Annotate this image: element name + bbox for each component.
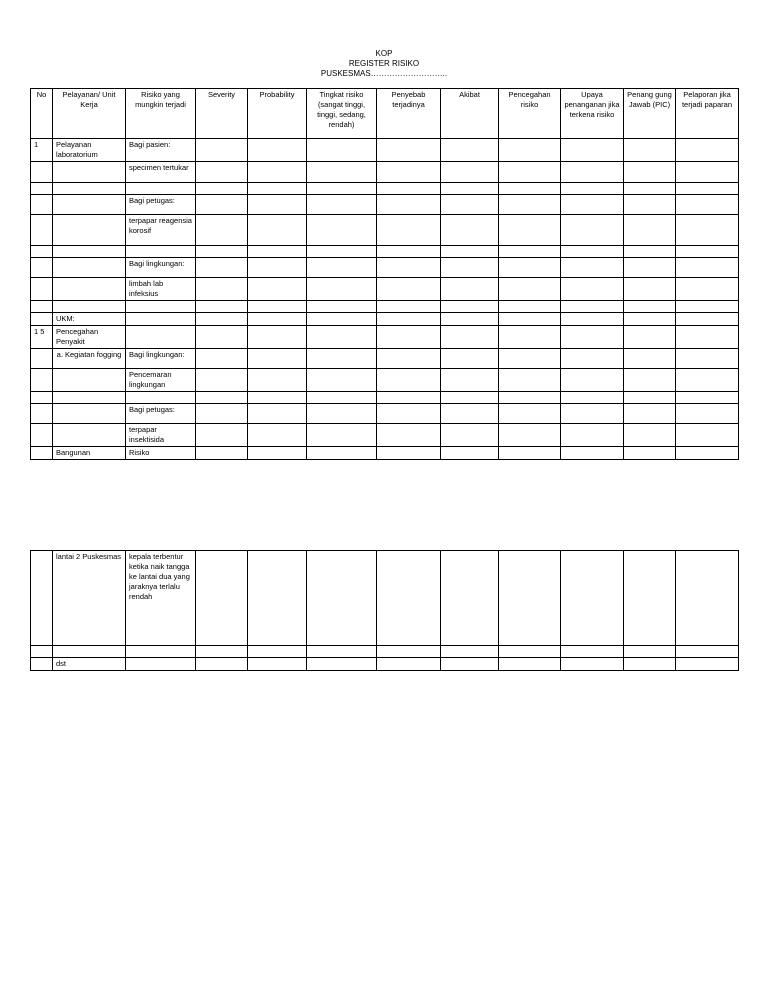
table-row xyxy=(31,313,739,326)
empty-cell xyxy=(676,658,739,671)
table-row xyxy=(31,215,739,246)
empty-cell xyxy=(624,326,676,349)
empty-cell xyxy=(676,646,739,658)
empty-cell xyxy=(441,404,499,424)
no-cell: 1 5 xyxy=(31,326,53,349)
empty-cell xyxy=(307,162,377,183)
empty-cell xyxy=(561,424,624,447)
empty-cell xyxy=(196,424,248,447)
empty-cell xyxy=(561,313,624,326)
empty-cell xyxy=(441,447,499,460)
empty-cell xyxy=(196,447,248,460)
empty-cell xyxy=(248,326,307,349)
col-header-unit: Pelayanan/ Unit Kerja xyxy=(53,89,126,139)
empty-cell xyxy=(248,278,307,301)
empty-cell xyxy=(676,349,739,369)
empty-cell xyxy=(196,658,248,671)
puskesmas-label: PUSKESMAS……………………….. xyxy=(320,69,448,78)
unit-cell: a. Kegiatan fogging xyxy=(53,349,126,369)
risk-cell: Bagi petugas: xyxy=(126,404,196,424)
risk-register-table xyxy=(30,88,739,460)
table-row xyxy=(31,246,739,258)
empty-cell xyxy=(307,447,377,460)
col-header-cause: Penyebab terjadinya xyxy=(377,89,441,139)
empty-cell xyxy=(441,258,499,278)
empty-cell xyxy=(624,258,676,278)
empty-cell xyxy=(441,301,499,313)
empty-cell xyxy=(561,369,624,392)
empty-cell xyxy=(196,162,248,183)
unit-cell xyxy=(53,278,126,301)
no-cell xyxy=(31,447,53,460)
unit-cell xyxy=(53,424,126,447)
empty-cell xyxy=(624,162,676,183)
empty-cell xyxy=(499,313,561,326)
table-row xyxy=(31,349,739,369)
unit-cell xyxy=(53,215,126,246)
empty-cell xyxy=(248,646,307,658)
col-header-probability: Probability xyxy=(248,89,307,139)
unit-cell xyxy=(53,404,126,424)
empty-cell xyxy=(499,278,561,301)
empty-cell xyxy=(624,551,676,646)
empty-cell xyxy=(196,404,248,424)
no-cell xyxy=(31,404,53,424)
table-row xyxy=(31,424,739,447)
empty-cell xyxy=(196,349,248,369)
risk-cell: specimen tertukar xyxy=(126,162,196,183)
empty-cell xyxy=(624,215,676,246)
empty-cell xyxy=(676,162,739,183)
empty-cell xyxy=(499,215,561,246)
risk-cell xyxy=(126,313,196,326)
empty-cell xyxy=(624,195,676,215)
unit-cell xyxy=(53,301,126,313)
empty-cell xyxy=(196,183,248,195)
empty-cell xyxy=(196,313,248,326)
empty-cell xyxy=(377,139,441,162)
unit-cell: UKM: xyxy=(53,313,126,326)
empty-cell xyxy=(676,139,739,162)
empty-cell xyxy=(561,326,624,349)
empty-cell xyxy=(499,349,561,369)
table-row xyxy=(31,404,739,424)
empty-cell xyxy=(499,258,561,278)
empty-cell xyxy=(561,646,624,658)
empty-cell xyxy=(624,278,676,301)
no-cell xyxy=(31,215,53,246)
empty-cell xyxy=(561,246,624,258)
no-cell xyxy=(31,301,53,313)
empty-cell xyxy=(561,278,624,301)
table-row xyxy=(31,658,739,671)
risk-cell: Bagi lingkungan: xyxy=(126,349,196,369)
empty-cell xyxy=(441,646,499,658)
no-cell xyxy=(31,162,53,183)
empty-cell xyxy=(624,313,676,326)
empty-cell xyxy=(196,139,248,162)
empty-cell xyxy=(307,215,377,246)
empty-cell xyxy=(248,139,307,162)
col-header-prevention: Pencegahan risiko xyxy=(499,89,561,139)
empty-cell xyxy=(307,313,377,326)
empty-cell xyxy=(307,301,377,313)
risk-cell: Pencemaran lingkungan xyxy=(126,369,196,392)
risk-cell xyxy=(126,301,196,313)
empty-cell xyxy=(441,313,499,326)
empty-cell xyxy=(441,215,499,246)
empty-cell xyxy=(377,369,441,392)
empty-cell xyxy=(196,258,248,278)
empty-cell xyxy=(624,246,676,258)
empty-cell xyxy=(248,369,307,392)
col-header-reporting: Pelaporan jika terjadi paparan xyxy=(676,89,739,139)
empty-cell xyxy=(624,404,676,424)
empty-cell xyxy=(196,301,248,313)
empty-cell xyxy=(307,139,377,162)
table-row xyxy=(31,162,739,183)
empty-cell xyxy=(196,326,248,349)
empty-cell xyxy=(196,246,248,258)
unit-cell xyxy=(53,392,126,404)
empty-cell xyxy=(307,258,377,278)
col-header-no: No xyxy=(31,89,53,139)
empty-cell xyxy=(307,658,377,671)
empty-cell xyxy=(248,313,307,326)
empty-cell xyxy=(377,195,441,215)
no-cell xyxy=(31,183,53,195)
empty-cell xyxy=(499,658,561,671)
empty-cell xyxy=(624,369,676,392)
empty-cell xyxy=(441,183,499,195)
risk-cell: Bagi lingkungan: xyxy=(126,258,196,278)
empty-cell xyxy=(377,424,441,447)
empty-cell xyxy=(676,551,739,646)
empty-cell xyxy=(561,658,624,671)
empty-cell xyxy=(441,551,499,646)
risk-cell xyxy=(126,183,196,195)
unit-cell xyxy=(53,183,126,195)
empty-cell xyxy=(377,551,441,646)
empty-cell xyxy=(307,424,377,447)
empty-cell xyxy=(676,258,739,278)
document-title: REGISTER RISIKO xyxy=(348,59,420,68)
empty-cell xyxy=(561,349,624,369)
empty-cell xyxy=(377,162,441,183)
unit-cell xyxy=(53,195,126,215)
kop-label: KOP xyxy=(375,49,393,58)
empty-cell xyxy=(307,183,377,195)
empty-cell xyxy=(441,392,499,404)
risk-cell xyxy=(126,246,196,258)
table-row xyxy=(31,551,739,646)
empty-cell xyxy=(248,258,307,278)
no-cell xyxy=(31,349,53,369)
empty-cell xyxy=(248,301,307,313)
empty-cell xyxy=(307,246,377,258)
col-header-effect: Akibat xyxy=(441,89,499,139)
empty-cell xyxy=(307,551,377,646)
unit-cell: Bangunan xyxy=(53,447,126,460)
empty-cell xyxy=(377,278,441,301)
empty-cell xyxy=(561,301,624,313)
empty-cell xyxy=(561,215,624,246)
table-row xyxy=(31,278,739,301)
empty-cell xyxy=(377,392,441,404)
empty-cell xyxy=(676,392,739,404)
empty-cell xyxy=(624,424,676,447)
risk-cell xyxy=(126,646,196,658)
empty-cell xyxy=(248,658,307,671)
empty-cell xyxy=(499,326,561,349)
no-cell xyxy=(31,369,53,392)
empty-cell xyxy=(377,658,441,671)
empty-cell xyxy=(441,246,499,258)
empty-cell xyxy=(499,392,561,404)
empty-cell xyxy=(499,301,561,313)
table-row xyxy=(31,326,739,349)
no-cell xyxy=(31,424,53,447)
empty-cell xyxy=(196,278,248,301)
empty-cell xyxy=(624,349,676,369)
empty-cell xyxy=(307,326,377,349)
empty-cell xyxy=(561,447,624,460)
empty-cell xyxy=(499,195,561,215)
empty-cell xyxy=(624,183,676,195)
empty-cell xyxy=(676,313,739,326)
table-row xyxy=(31,447,739,460)
empty-cell xyxy=(561,258,624,278)
risk-cell: kepala terbentur ketika naik tangga ke lantai dua yang jaraknya terlalu rendah xyxy=(126,551,196,646)
unit-cell: Pelayanan laboratorium xyxy=(53,139,126,162)
unit-cell xyxy=(53,646,126,658)
empty-cell xyxy=(441,162,499,183)
empty-cell xyxy=(248,404,307,424)
unit-cell xyxy=(53,258,126,278)
no-cell xyxy=(31,246,53,258)
empty-cell xyxy=(196,646,248,658)
unit-cell xyxy=(53,162,126,183)
empty-cell xyxy=(441,369,499,392)
empty-cell xyxy=(248,551,307,646)
table-row xyxy=(31,646,739,658)
empty-cell xyxy=(196,195,248,215)
col-header-risk-level: Tingkat risiko (sangat tinggi, tinggi, sedang, rendah) xyxy=(307,89,377,139)
empty-cell xyxy=(248,392,307,404)
empty-cell xyxy=(624,447,676,460)
empty-cell xyxy=(307,195,377,215)
table-header-row xyxy=(31,89,739,139)
empty-cell xyxy=(561,551,624,646)
table-row xyxy=(31,392,739,404)
empty-cell xyxy=(561,195,624,215)
empty-cell xyxy=(499,424,561,447)
empty-cell xyxy=(248,424,307,447)
risk-cell: limbah lab infeksius xyxy=(126,278,196,301)
no-cell xyxy=(31,313,53,326)
empty-cell xyxy=(561,183,624,195)
empty-cell xyxy=(307,404,377,424)
empty-cell xyxy=(248,349,307,369)
empty-cell xyxy=(248,195,307,215)
empty-cell xyxy=(377,404,441,424)
empty-cell xyxy=(676,404,739,424)
table-row xyxy=(31,369,739,392)
risk-cell xyxy=(126,392,196,404)
empty-cell xyxy=(377,447,441,460)
unit-cell xyxy=(53,369,126,392)
empty-cell xyxy=(676,246,739,258)
empty-cell xyxy=(248,246,307,258)
empty-cell xyxy=(307,349,377,369)
empty-cell xyxy=(561,162,624,183)
empty-cell xyxy=(676,369,739,392)
empty-cell xyxy=(499,447,561,460)
unit-cell: Pencegahan Penyakit xyxy=(53,326,126,349)
risk-cell: Risiko xyxy=(126,447,196,460)
col-header-risk: Risiko yang mungkin terjadi xyxy=(126,89,196,139)
empty-cell xyxy=(248,183,307,195)
empty-cell xyxy=(307,646,377,658)
empty-cell xyxy=(307,278,377,301)
empty-cell xyxy=(248,162,307,183)
empty-cell xyxy=(624,646,676,658)
risk-cell: Bagi petugas: xyxy=(126,195,196,215)
risk-cell: terpapar insektisida xyxy=(126,424,196,447)
empty-cell xyxy=(499,183,561,195)
empty-cell xyxy=(196,551,248,646)
no-cell xyxy=(31,392,53,404)
empty-cell xyxy=(196,369,248,392)
empty-cell xyxy=(624,139,676,162)
unit-cell: lantai 2 Puskesmas xyxy=(53,551,126,646)
no-cell xyxy=(31,658,53,671)
empty-cell xyxy=(676,278,739,301)
empty-cell xyxy=(377,183,441,195)
table-row xyxy=(31,195,739,215)
empty-cell xyxy=(499,162,561,183)
empty-cell xyxy=(307,392,377,404)
empty-cell xyxy=(624,301,676,313)
empty-cell xyxy=(441,195,499,215)
empty-cell xyxy=(377,301,441,313)
no-cell: 1 xyxy=(31,139,53,162)
empty-cell xyxy=(561,404,624,424)
empty-cell xyxy=(561,392,624,404)
table-row xyxy=(31,301,739,313)
empty-cell xyxy=(441,349,499,369)
no-cell xyxy=(31,258,53,278)
empty-cell xyxy=(676,183,739,195)
empty-cell xyxy=(196,215,248,246)
empty-cell xyxy=(676,195,739,215)
col-header-severity: Severity xyxy=(196,89,248,139)
empty-cell xyxy=(499,139,561,162)
table-row xyxy=(31,139,739,162)
empty-cell xyxy=(676,301,739,313)
empty-cell xyxy=(377,326,441,349)
empty-cell xyxy=(377,349,441,369)
empty-cell xyxy=(307,369,377,392)
no-cell xyxy=(31,195,53,215)
col-header-handling: Upaya penanganan jika terkena risiko xyxy=(561,89,624,139)
empty-cell xyxy=(499,246,561,258)
empty-cell xyxy=(676,447,739,460)
risk-cell xyxy=(126,658,196,671)
no-cell xyxy=(31,646,53,658)
empty-cell xyxy=(196,392,248,404)
empty-cell xyxy=(499,551,561,646)
risk-cell: terpapar reagensia korosif xyxy=(126,215,196,246)
empty-cell xyxy=(441,139,499,162)
empty-cell xyxy=(676,424,739,447)
risk-cell xyxy=(126,326,196,349)
empty-cell xyxy=(377,313,441,326)
risk-register-table-continued xyxy=(30,550,739,671)
empty-cell xyxy=(377,246,441,258)
empty-cell xyxy=(624,658,676,671)
empty-cell xyxy=(499,369,561,392)
unit-cell xyxy=(53,246,126,258)
risk-cell: Bagi pasien: xyxy=(126,139,196,162)
empty-cell xyxy=(441,278,499,301)
empty-cell xyxy=(248,447,307,460)
col-header-pic: Penang gung Jawab (PIC) xyxy=(624,89,676,139)
unit-cell: dst xyxy=(53,658,126,671)
empty-cell xyxy=(441,424,499,447)
empty-cell xyxy=(499,646,561,658)
empty-cell xyxy=(377,258,441,278)
empty-cell xyxy=(248,215,307,246)
empty-cell xyxy=(377,646,441,658)
table-row xyxy=(31,183,739,195)
no-cell xyxy=(31,551,53,646)
empty-cell xyxy=(441,326,499,349)
empty-cell xyxy=(499,404,561,424)
empty-cell xyxy=(441,658,499,671)
no-cell xyxy=(31,278,53,301)
empty-cell xyxy=(676,215,739,246)
empty-cell xyxy=(377,215,441,246)
table-row xyxy=(31,258,739,278)
empty-cell xyxy=(561,139,624,162)
empty-cell xyxy=(624,392,676,404)
empty-cell xyxy=(676,326,739,349)
